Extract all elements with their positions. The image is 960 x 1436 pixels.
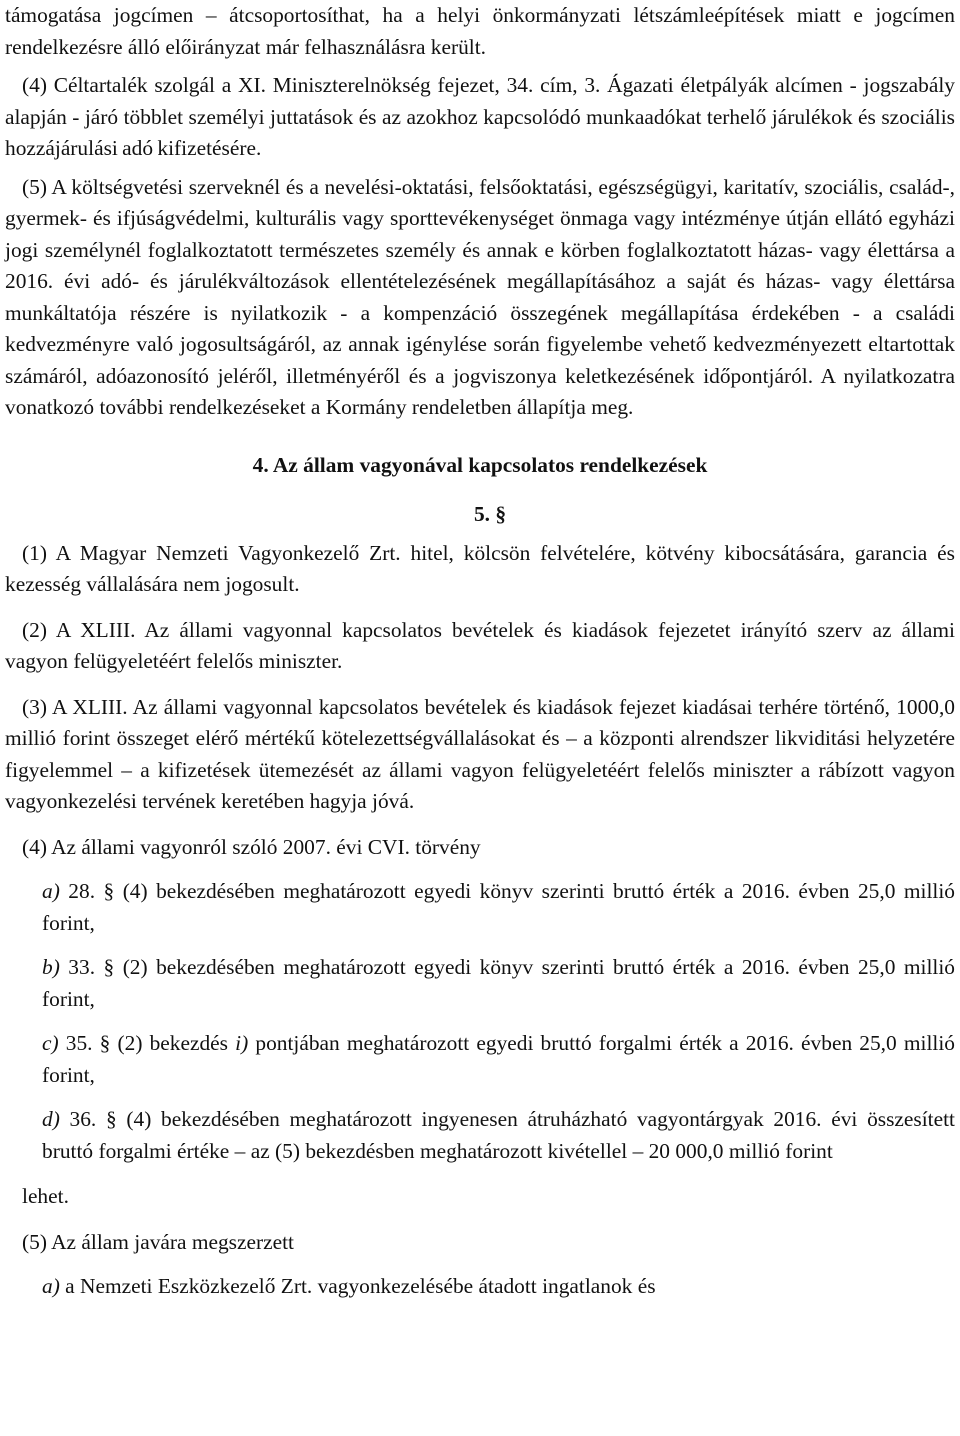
- list-item-label: a): [42, 1274, 60, 1298]
- section-5-paragraph-2: (2) A XLIII. Az állami vagyonnal kapcsolatos bevételek és kiadások fejezetet irányító szerv az állami vagyon felügyeletéért felelős miniszter.: [5, 617, 955, 673]
- chapter-heading: 4. Az állam vagyonával kapcsolatos rendelkezések: [252, 452, 708, 477]
- list-item-text: pontjában meghatározott egyedi bruttó forgalmi érték a 2016. évben 25,0 millió forint,: [42, 1031, 955, 1087]
- list-item-d: [5, 1104, 955, 1167]
- section-5-paragraph-3: (3) A XLIII. Az állami vagyonnal kapcsolatos bevételek és kiadások fejezet kiadásai terhére történő, 1000,0 millió forint összeget elérő mértékű kötelezettségvállalásokat és – a központi alrendszer likviditási helyzetére figyelemmel – a kifizetések ütemezését az állami vagyon felügyeletéért felelős miniszter a rábízott vagyon vagyonkezelési tervének keretében hagyja jóvá.: [5, 694, 955, 813]
- list-item-text: 28. § (4) bekezdésében meghatározott egyedi könyv szerinti bruttó érték a 2016. évben 25,0 millió forint,: [42, 879, 955, 935]
- list-item-text: 36. § (4) bekezdésében meghatározott ingyenesen átruházható vagyontárgyak 2016. évi összesített bruttó forgalmi értéke – az (5) bekezdésben meghatározott kivétellel – 20 000,0 millió forint: [42, 1107, 955, 1163]
- list-item-b: [5, 952, 955, 1015]
- list-item-5a: [5, 1271, 955, 1303]
- section-number: 5. §: [473, 502, 507, 526]
- list-item-subpoint: i): [235, 1031, 249, 1055]
- paragraph-4: (4) Céltartalék szolgál a XI. Miniszterelnökség fejezet, 34. cím, 3. Ágazati életpályák alcímen - jogszabály alapján - járó többlet személyi juttatások és az azokhoz kapcsolódó munkaadókat terhelő járulékok és szociális hozzájárulási adó kifizetésére.: [5, 73, 955, 160]
- list-item-a: [5, 876, 955, 939]
- section-5-paragraph-5: (5) Az állam javára megszerzett: [22, 1229, 294, 1254]
- paragraph-continuation: támogatása jogcímen – átcsoportosíthat, ha a helyi önkormányzati létszámleépítések miatt e jogcímen rendelkezésre álló előirányzat már felhasználásra került.: [5, 3, 955, 59]
- list-item-label: b): [42, 955, 60, 979]
- paragraph-5: (5) A költségvetési szerveknél és a nevelési-oktatási, felsőoktatási, egészségügyi, karitatív, szociális, család-, gyermek- és ifjúságvédelmi, kulturális vagy sporttevékenységet önmaga vagy intézménye útján ellátó egyházi jogi személynél foglalkoztatott természetes személy és annak e körben foglalkoztatott házas- vagy élettársa a 2016. évi adó- és járulékváltozások ellentételezésének megállapításához a saját és házas- vagy élettársa munkáltatója részére is nyilatkozik - a kompenzáció összegének megállapítása érdekében - a családi kedvezményre való jogosultságáról, az annak igénylése során figyelembe vehető kedvezményezett eltartottak számáról, adóazonosító jeléről, illetményéről és a jogviszonya keletkezésének időpontjáról. A nyilatkozatra vonatkozó további rendelkezéseket a Kormány rendeletben állapítja meg.: [5, 174, 955, 419]
- list-item-text: a Nemzeti Eszközkezelő Zrt. vagyonkezelésébe átadott ingatlanok és: [59, 1274, 656, 1298]
- list-item-label: a): [42, 879, 60, 903]
- list-item-label: c): [42, 1031, 59, 1055]
- section-5-paragraph-1: (1) A Magyar Nemzeti Vagyonkezelő Zrt. hitel, kölcsön felvételére, kötvény kibocsátására, garancia és kezesség vállalására nem jogosult.: [5, 540, 955, 596]
- section-5-paragraph-4: (4) Az állami vagyonról szóló 2007. évi CVI. törvény: [22, 834, 481, 859]
- list-item-text: 35. § (2) bekezdés: [58, 1031, 236, 1055]
- list-item-label: d): [42, 1107, 60, 1131]
- document-page: [5, 0, 955, 1303]
- list-item-c: [5, 1028, 955, 1091]
- list-item-text: 33. § (2) bekezdésében meghatározott egyedi könyv szerinti bruttó érték a 2016. évben 25,0 millió forint,: [42, 955, 955, 1011]
- list-closing-word: lehet.: [22, 1184, 69, 1208]
